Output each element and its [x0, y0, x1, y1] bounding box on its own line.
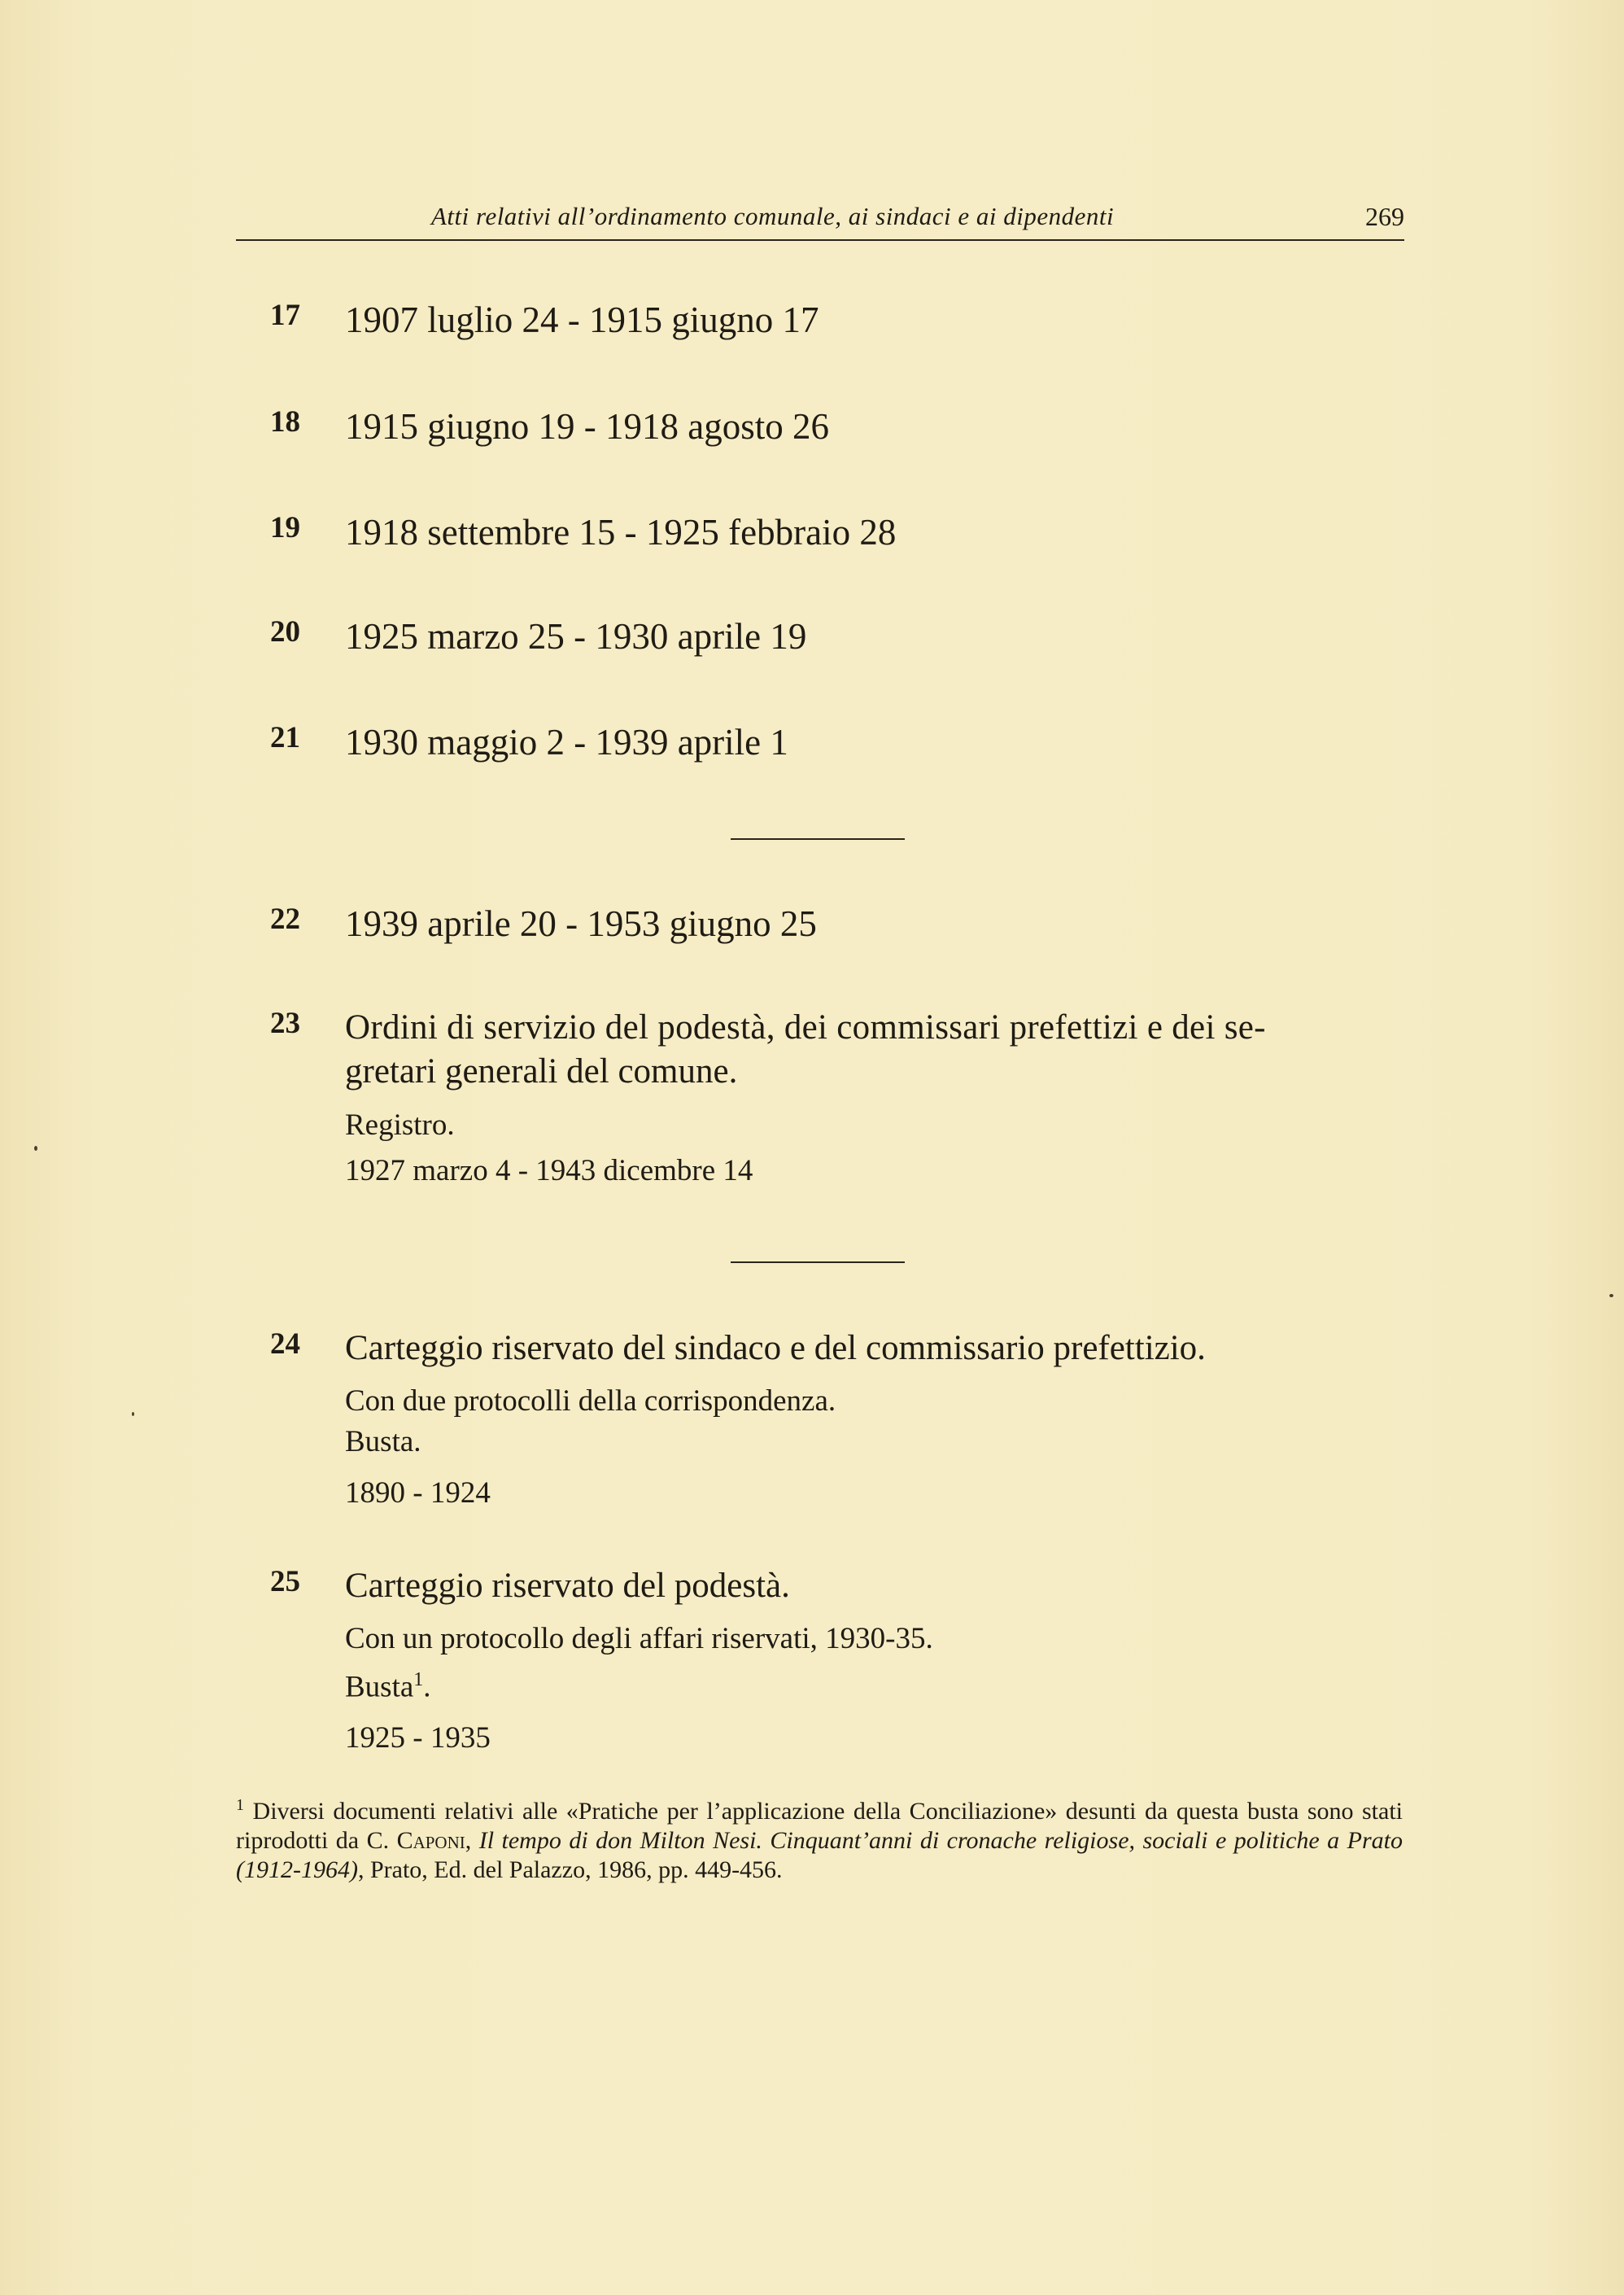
footnote-text: Diversi documenti relativi alle «Pratiche per l’applicazione della Conciliazione» desunti da questa busta sono stati riprodotti da C.: [236, 1798, 1404, 1854]
entry-body: [345, 1327, 1411, 1514]
entry-type: Registro.: [345, 1108, 455, 1142]
entry-dates: 1925 - 1935: [345, 1721, 491, 1755]
entry-number: 18: [270, 405, 300, 439]
paper-speck: [132, 1412, 134, 1416]
entry-dates: 1927 marzo 4 - 1943 dicembre 14: [345, 1154, 753, 1187]
entry-title: Carteggio riservato del podestà.: [345, 1567, 790, 1605]
entry-number: 23: [270, 1007, 300, 1040]
entry-title: Carteggio riservato del sindaco e del commissario prefettizio.: [345, 1329, 1206, 1367]
entry-type: Busta: [345, 1670, 414, 1704]
entry-number: 25: [270, 1565, 300, 1598]
entry-dates: 1890 - 1924: [345, 1476, 491, 1510]
entry-body: [345, 1006, 1411, 1191]
entry-type-line: [345, 1662, 1411, 1705]
footnote-marker: 1: [236, 1796, 244, 1814]
entry-number: 24: [270, 1327, 300, 1361]
footnote-publication: , Prato, Ed. del Palazzo, 1986, pp. 449-456.: [357, 1856, 783, 1883]
entry-dates: 1925 marzo 25 - 1930 aprile 19: [345, 616, 807, 657]
entry-note: Con un protocollo degli affari riservati, 1930-35.: [345, 1622, 933, 1655]
entry-body: [345, 1564, 1411, 1759]
entry-number: 22: [270, 903, 300, 936]
page-header: [236, 199, 1404, 241]
footnote-separator: ,: [465, 1827, 479, 1854]
entry-dates: 1930 maggio 2 - 1939 aprile 1: [345, 722, 788, 763]
entry-dates: 1915 giugno 19 - 1918 agosto 26: [345, 406, 829, 447]
entry-dates: 1918 settembre 15 - 1925 febbraio 28: [345, 512, 897, 553]
entry-title-line: gretari generali del comune.: [345, 1052, 738, 1091]
running-title: Atti relativi all’ordinamento comunale, ai sindaci e ai dipendenti: [431, 202, 1115, 230]
entry-type: Busta.: [345, 1425, 421, 1458]
section-divider: [731, 1261, 905, 1263]
entry-note: Con due protocolli della corrispondenza.: [345, 1384, 836, 1418]
entry-number: 21: [270, 721, 300, 754]
entry-dates: 1907 luglio 24 - 1915 giugno 17: [345, 299, 819, 340]
paper-speck: [34, 1146, 37, 1151]
footnote-author: Caponi: [396, 1827, 465, 1854]
footnote-reference: 1: [413, 1669, 424, 1690]
entry-dates: 1939 aprile 20 - 1953 giugno 25: [345, 903, 817, 944]
footnote-book-title: Il tempo di don Milton Nesi. Cinquant’anni di cronache religiose, sociali e politiche a Prato (1912-1964): [236, 1827, 1403, 1883]
entry-number: 19: [270, 511, 300, 544]
entry-number: 20: [270, 615, 300, 649]
entry-number: 17: [270, 299, 300, 332]
footnote: [236, 1790, 1403, 1885]
section-divider: [731, 838, 905, 840]
entry-title-line: Ordini di servizio del podestà, dei commissari prefettizi e dei se-: [345, 1008, 1266, 1047]
entry-type-suffix: .: [423, 1670, 431, 1704]
page-number: 269: [1365, 202, 1404, 231]
paper-speck: [1609, 1294, 1613, 1297]
